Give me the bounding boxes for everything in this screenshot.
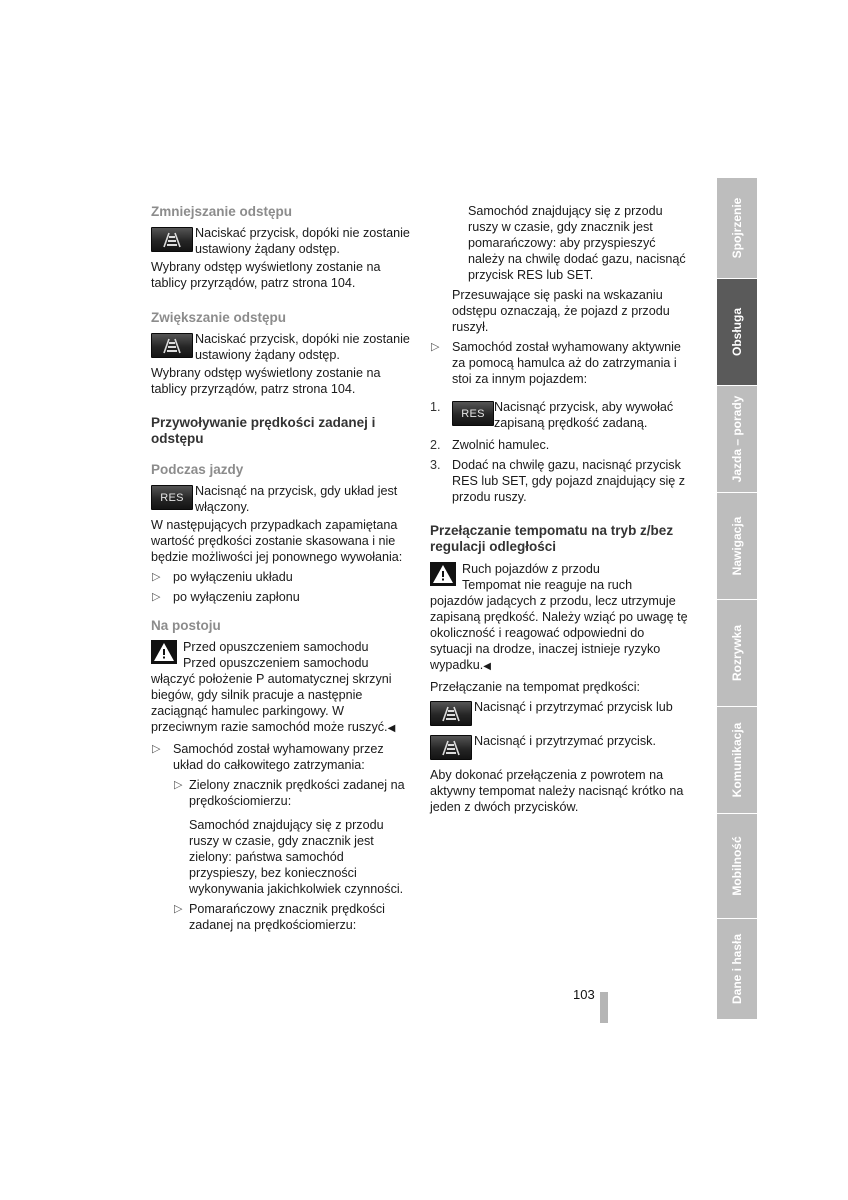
triangle-bullet-icon: ▷: [174, 779, 183, 791]
tab-jazda-porady[interactable]: Jazda – porady: [717, 386, 757, 493]
paragraph: W następujących przypadkach zapamiętana wartość prędkości zostanie skasowana i nie będzie możliwości jej ponownego wywołania:: [151, 518, 403, 564]
distance-button-icon: [430, 735, 472, 760]
switch-row-2: [430, 733, 688, 767]
warning-text: Przed opuszczeniem samochodu włączyć położenie P automatycznej skrzyni biegów, gdy silnik pracuje a następnie zaciągnąć hamulec parkingowy. W przeciwnym razie samochód może ruszyć.◀: [151, 656, 396, 734]
warning-icon: [151, 640, 177, 664]
paragraph: Przełączanie na tempomat prędkości:: [430, 680, 640, 694]
distance-button-icon: [430, 701, 472, 726]
tab-rozrywka[interactable]: Rozrywka: [717, 600, 757, 707]
heading-while-driving: Podczas jazdy: [151, 462, 244, 477]
page-number: 103: [573, 987, 595, 1002]
chapter-tabs: [717, 178, 757, 1020]
warning-icon: [430, 562, 456, 586]
list-item: ▷ po wyłączeniu układu: [152, 570, 293, 584]
switch-text-2: Nacisnąć i przytrzymać przycisk.: [474, 734, 656, 748]
paragraph: Samochód znajdujący się z przodu ruszy w czasie, gdy znacznik jest zielony: państwa samochód przyspieszy, bez konieczności wykonywania jakichkolwiek czynności.: [189, 818, 404, 896]
paragraph: Wybrany odstęp wyświetlony zostanie na tablicy przyrządów, patrz strona 104.: [151, 260, 381, 290]
res-button-icon: RES: [452, 401, 494, 426]
tab-obsluga[interactable]: Obsługa: [717, 279, 757, 386]
numbered-step: 1. RES Nacisnąć przycisk, aby wywołać zapisaną prędkość zadaną.: [430, 400, 674, 430]
list-item: ▷ Samochód został wyhamowany przez układ do całkowitego zatrzymania:: [152, 742, 384, 772]
tab-nawigacja[interactable]: Nawigacja: [717, 493, 757, 600]
numbered-step: 2. Zwolnić hamulec.: [430, 438, 550, 452]
warning-title: Przed opuszczeniem samochodu: [183, 640, 369, 654]
numbered-step: 3. Dodać na chwilę gazu, nacisnąć przycisk RES lub SET, gdy pojazd znajdujący się z przodu ruszy.: [430, 458, 686, 504]
paragraph: Wybrany odstęp wyświetlony zostanie na tablicy przyrządów, patrz strona 104.: [151, 366, 381, 396]
increase-distance-row: [151, 331, 411, 365]
switch-text-1: Nacisnąć i przytrzymać przycisk lub: [474, 700, 673, 714]
right-column: [430, 203, 688, 819]
list-item: ▷ Zielony znacznik prędkości zadanej na prędkościomierzu:: [174, 778, 405, 808]
tab-mobilnosc[interactable]: Mobilność: [717, 814, 757, 919]
paragraph: Samochód znajdujący się z przodu ruszy w czasie, gdy znacznik jest pomarańczowy: aby przyspieszyć należy na chwilę dodać gazu, nacisnąć przycisk RES lub SET.: [468, 204, 686, 282]
res-button-icon: RES: [151, 485, 193, 510]
paragraph: Przesuwające się paski na wskazaniu odstępu oznaczają, że pojazd z przodu ruszył.: [452, 288, 670, 334]
switch-row-1: [430, 699, 688, 733]
heading-switch-cruise: Przełączanie tempomatu na tryb z/bez regulacji odległości: [430, 523, 674, 554]
left-column: [151, 203, 411, 937]
list-item: ▷ po wyłączeniu zapłonu: [152, 590, 300, 604]
list-item: ▷ Pomarańczowy znacznik prędkości zadanej na prędkościomierzu:: [174, 902, 385, 932]
res-row: [151, 483, 411, 517]
paragraph: Aby dokonać przełączenia z powrotem na aktywny tempomat należy nacisnąć krótko na jeden z dwóch przycisków.: [430, 768, 684, 814]
end-mark-icon: ◀: [483, 661, 491, 672]
decrease-distance-text: Naciskać przycisk, dopóki nie zostanie ustawiony żądany odstęp.: [195, 226, 410, 256]
decrease-distance-row: [151, 225, 411, 259]
warning-title: Ruch pojazdów z przodu: [462, 562, 600, 576]
distance-button-icon: [151, 333, 193, 358]
triangle-bullet-icon: ▷: [152, 743, 161, 755]
tab-dane-i-hasla[interactable]: Dane i hasła: [717, 919, 757, 1020]
increase-distance-text: Naciskać przycisk, dopóki nie zostanie ustawiony żądany odstęp.: [195, 332, 410, 362]
triangle-bullet-icon: ▷: [174, 903, 183, 915]
triangle-bullet-icon: ▷: [431, 341, 440, 353]
heading-decrease-distance: Zmniejszanie odstępu: [151, 204, 293, 219]
warning-text: Tempomat nie reaguje na ruch pojazdów jadących z przodu, lecz utrzymuje zapisaną prędkość. Należy wziąć po uwagę tę okoliczność i reagować odpowiedni do sytuacji na drodze, inaczej istnieje ryzyko wypadku.◀: [430, 578, 688, 672]
tab-spojrzenie[interactable]: Spojrzenie: [717, 178, 757, 279]
heading-recall-speed: Przywoływanie prędkości zadanej i odstępu: [151, 415, 376, 446]
triangle-bullet-icon: ▷: [152, 591, 161, 603]
page-marker: [600, 992, 608, 1023]
warning-block: [151, 639, 411, 737]
list-item: ▷ Samochód został wyhamowany aktywnie za pomocą hamulca aż do zatrzymania i stoi za innym pojazdem:: [431, 340, 681, 386]
distance-button-icon: [151, 227, 193, 252]
tab-komunikacja[interactable]: Komunikacja: [717, 707, 757, 814]
heading-stationary: Na postoju: [151, 618, 221, 633]
res-text: Nacisnąć na przycisk, gdy układ jest włączony.: [195, 484, 398, 514]
end-mark-icon: ◀: [387, 723, 396, 734]
heading-increase-distance: Zwiększanie odstępu: [151, 310, 287, 325]
warning-block: [430, 561, 688, 675]
triangle-bullet-icon: ▷: [152, 571, 161, 583]
